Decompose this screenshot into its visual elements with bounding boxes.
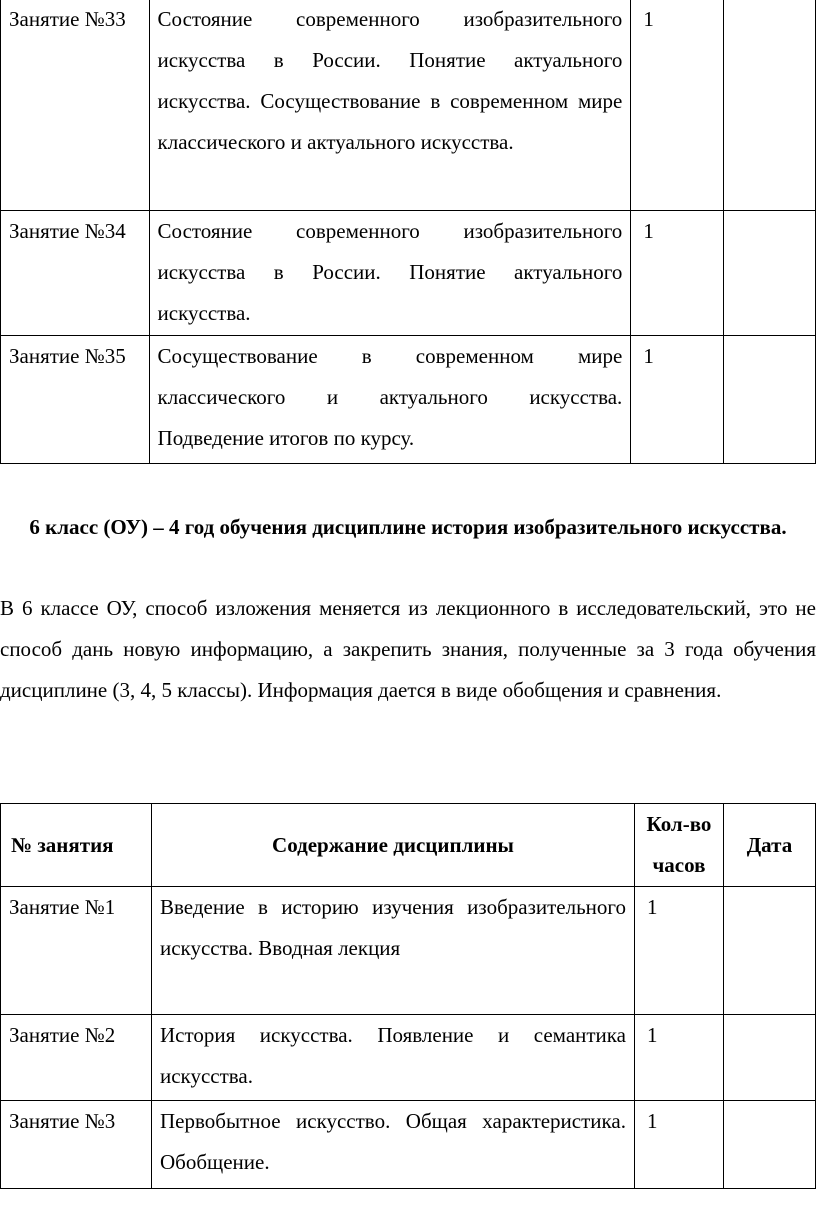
lesson-date-cell — [724, 336, 816, 464]
lesson-hours-cell: 1 — [631, 211, 724, 336]
lesson-content-cell: Состояние современного изобразительного искусства в России. Понятие актуального искусства. Сосуществование в современном мире классического и актуального искусства. — [149, 0, 631, 211]
lesson-date-cell — [724, 0, 816, 211]
table-header-row — [1, 804, 816, 887]
lesson-number-cell: Занятие №1 — [1, 887, 152, 1015]
lesson-hours-cell: 1 — [631, 0, 724, 211]
table-row — [1, 1015, 816, 1101]
lesson-hours-cell: 1 — [635, 1101, 724, 1189]
lesson-number-cell: Занятие №3 — [1, 1101, 152, 1189]
table-row — [1, 887, 816, 1015]
header-lesson-number: № занятия — [1, 804, 152, 887]
lesson-content-cell: Состояние современного изобразительного искусства в России. Понятие актуального искусства. — [149, 211, 631, 336]
header-content: Содержание дисциплины — [152, 804, 635, 887]
table-row — [1, 1101, 816, 1189]
lesson-date-cell — [723, 887, 815, 1015]
lesson-number-cell: Занятие №35 — [1, 336, 150, 464]
lesson-hours-cell: 1 — [635, 1015, 724, 1101]
table-row — [1, 336, 816, 464]
table-row — [1, 211, 816, 336]
lessons-table-continued — [0, 0, 816, 464]
lesson-number-cell: Занятие №33 — [1, 0, 150, 211]
section-paragraph: В 6 классе ОУ, способ изложения меняется из лекционного в исследовательский, это не способ дань новую информацию, а закрепить знания, полученные за 3 года обучения дисциплине (3, 4, 5 классы). Информация дается в виде обобщения и сравнения. — [0, 596, 816, 702]
lesson-date-cell — [724, 211, 816, 336]
header-hours: Кол-во часов — [635, 804, 724, 887]
lesson-number-cell: Занятие №34 — [1, 211, 150, 336]
lessons-table — [0, 803, 816, 1189]
lesson-content-cell: Введение в историю изучения изобразительного искусства. Вводная лекция — [152, 887, 635, 1015]
lesson-content-cell: История искусства. Появление и семантика искусства. — [152, 1015, 635, 1101]
header-date: Дата — [723, 804, 815, 887]
lesson-content-cell: Сосуществование в современном мире классического и актуального искусства. Подведение итогов по курсу. — [149, 336, 631, 464]
table-row — [1, 0, 816, 211]
lesson-number-cell: Занятие №2 — [1, 1015, 152, 1101]
lesson-date-cell — [723, 1101, 815, 1189]
lesson-date-cell — [723, 1015, 815, 1101]
lesson-hours-cell: 1 — [635, 887, 724, 1015]
lesson-content-cell: Первобытное искусство. Общая характеристика. Обобщение. — [152, 1101, 635, 1189]
lesson-hours-cell: 1 — [631, 336, 724, 464]
section-heading: 6 класс (ОУ) – 4 год обучения дисциплине история изобразительного искусства. — [29, 515, 787, 539]
